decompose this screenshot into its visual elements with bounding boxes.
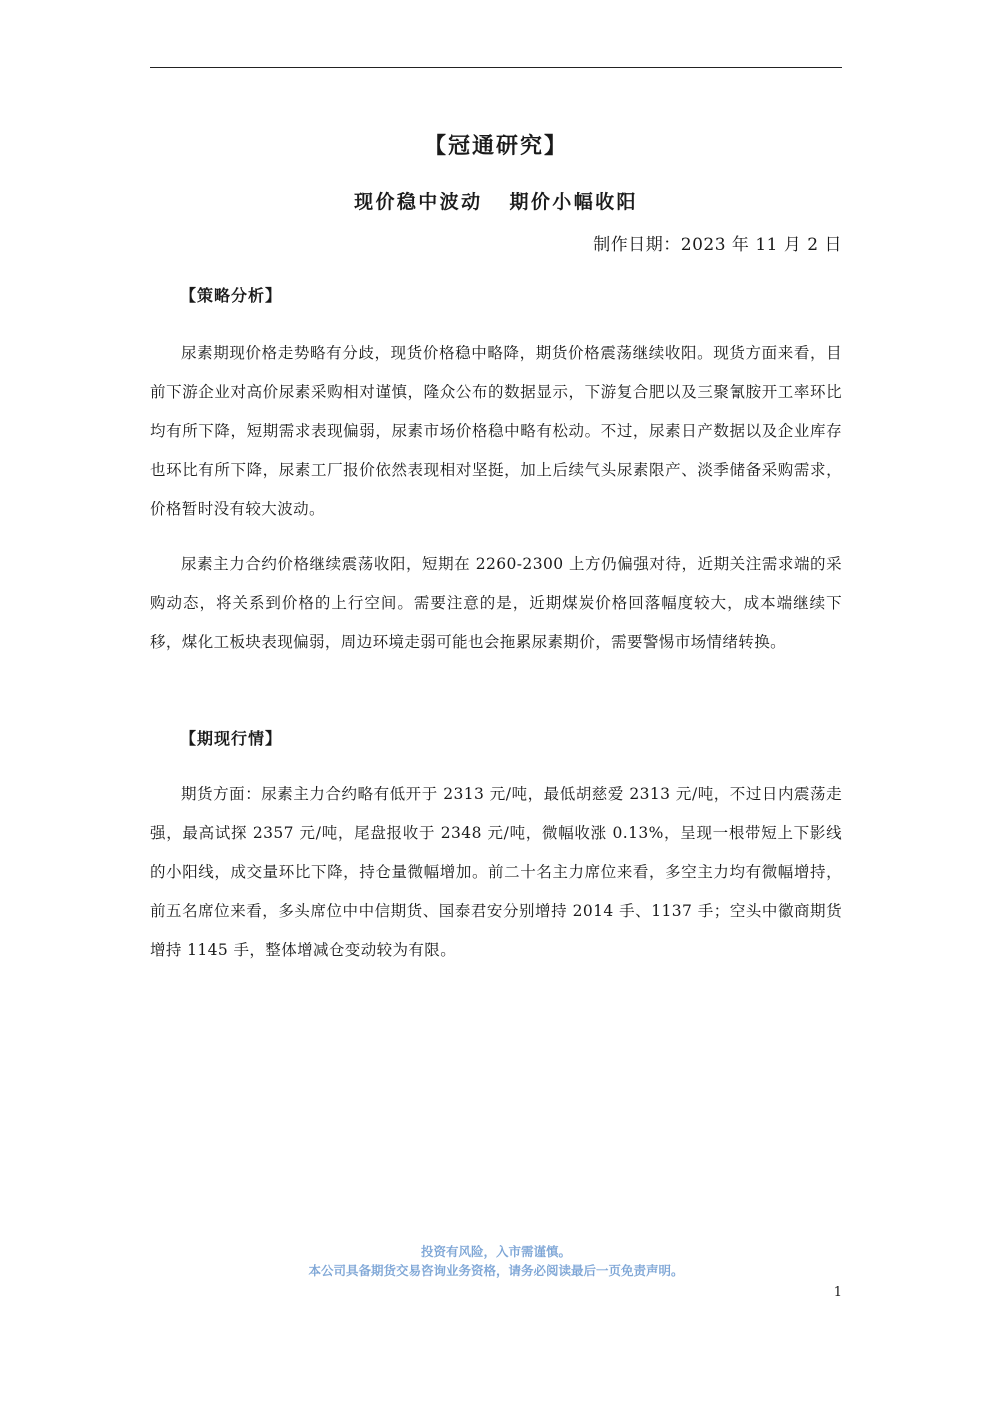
report-title: 现价稳中波动 期价小幅收阳 xyxy=(354,191,638,213)
header-rule xyxy=(150,67,842,68)
market-paragraph-1: 期货方面：尿素主力合约略有低开于 2313 元/吨，最低胡慈爱 2313 元/吨，不过日内震荡走强，最高试探 2357 元/吨，尾盘报收于 2348 元/吨，微幅收涨 0.13%，呈现一根带短上下影线的小阳线，成交量环比下降，持仓量微幅增加。前二十名主力席位来看，多空主力均有微幅增持，前五名席位来看，多头席位中中信期货、国泰君安分别增持 2014 手、1137 手；空头中徽商期货增持 1145 手，整体增减仓变动较为有限。 xyxy=(150,785,842,959)
risk-disclaimer xyxy=(150,1242,842,1280)
section-heading-strategy: 【策略分析】 xyxy=(180,286,283,305)
report-date: 制作日期：2023 年 11 月 2 日 xyxy=(593,235,842,255)
strategy-paragraph-1: 尿素期现价格走势略有分歧，现货价格稳中略降，期货价格震荡继续收阳。现货方面来看，目前下游企业对高价尿素采购相对谨慎，隆众公布的数据显示，下游复合肥以及三聚氰胺开工率环比均有所下降，短期需求表现偏弱，尿素市场价格稳中略有松动。不过，尿素日产数据以及企业库存也环比有所下降，尿素工厂报价依然表现相对坚挺，加上后续气头尿素限产、淡季储备采购需求，价格暂时没有较大波动。 xyxy=(150,344,842,518)
strategy-paragraph-2: 尿素主力合约价格继续震荡收阳，短期在 2260-2300 上方仍偏强对待，近期关注需求端的采购动态，将关系到价格的上行空间。需要注意的是，近期煤炭价格回落幅度较大，成本端继续下移，煤化工板块表现偏弱，周边环境走弱可能也会拖累尿素期价，需要警惕市场情绪转换。 xyxy=(150,555,842,651)
disclaimer-line-2: 本公司具备期货交易咨询业务资格，请务必阅读最后一页免责声明。 xyxy=(308,1263,684,1278)
brand-title: 【冠通研究】 xyxy=(423,133,568,159)
section-heading-market: 【期现行情】 xyxy=(180,729,283,748)
disclaimer-line-1: 投资有风险，入市需谨慎。 xyxy=(420,1244,571,1259)
page-number: 1 xyxy=(833,1285,842,1300)
